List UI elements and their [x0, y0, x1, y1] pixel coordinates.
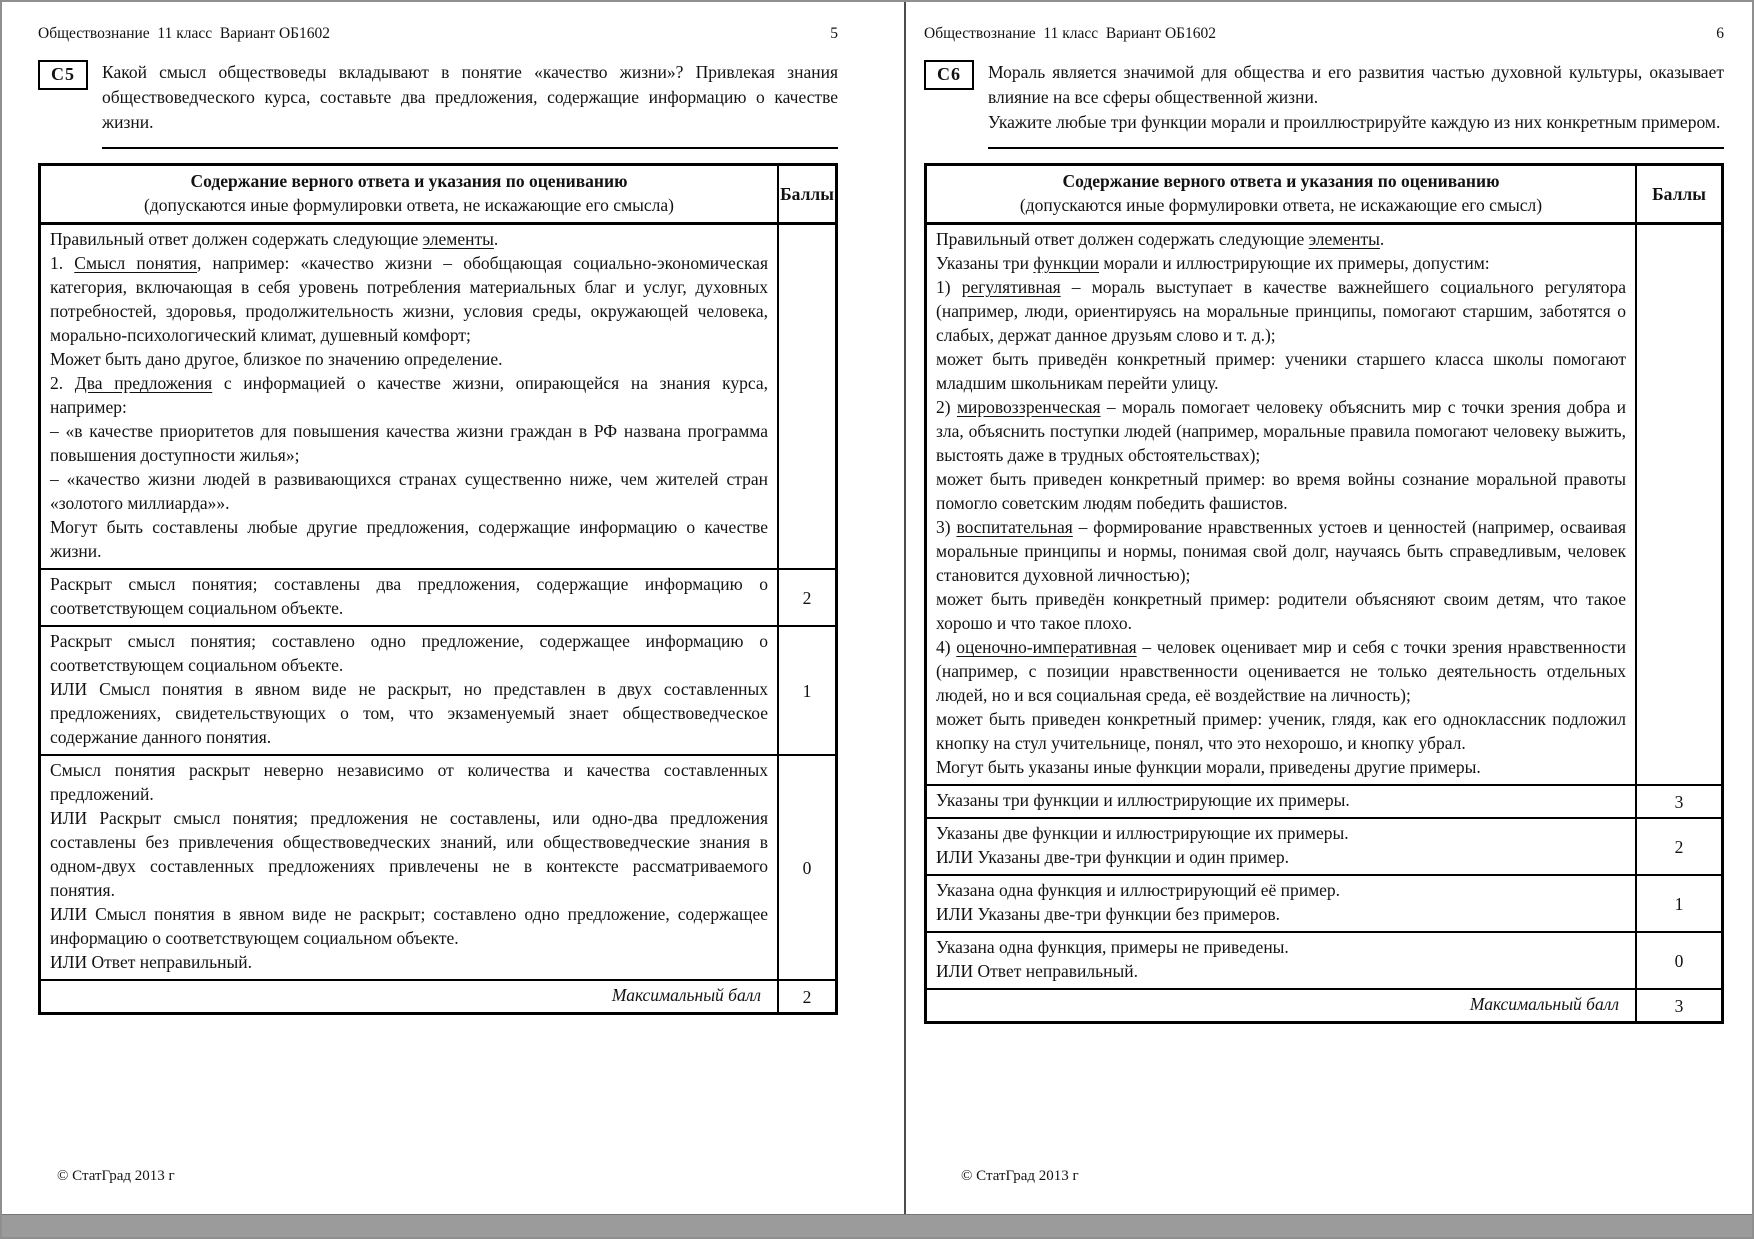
header-subject-variant: Обществознание 11 класс Вариант ОБ1602 — [38, 25, 331, 42]
paragraph: Правильный ответ должен содержать следующие элементы. — [50, 229, 499, 249]
paragraph: может быть приведён конкретный пример: ученики старшего класса школы помогают младшим школьникам перейти улицу. — [936, 349, 1626, 393]
score-cell: 1 — [802, 680, 812, 701]
criteria-cell — [41, 570, 779, 625]
score-cell — [1637, 225, 1721, 784]
page-header — [38, 24, 838, 44]
question-label: С6 — [924, 60, 974, 90]
score-cell — [779, 225, 835, 568]
criteria-cell — [41, 981, 779, 1012]
pages-container — [2, 2, 1752, 1237]
table-body — [927, 225, 1721, 1021]
score-cell: 0 — [1674, 950, 1684, 971]
paragraph: Какой смысл обществоведы вкладывают в понятие «качество жизни»? Привлекая знания обществоведческого курса, составьте два предложения, содержащие информацию о качестве жизни. — [102, 62, 838, 132]
paragraph: Правильный ответ должен содержать следующие элементы. — [936, 229, 1385, 249]
paragraph: Максимальный балл — [611, 985, 761, 1005]
score-cell: 0 — [802, 857, 812, 878]
table-title: Содержание верного ответа и указания по оцениванию — [1062, 171, 1500, 191]
score-cell: 3 — [1674, 995, 1684, 1016]
criteria-cell — [927, 990, 1637, 1021]
paragraph: Указаны три функции и иллюстрирующие их примеры. — [936, 790, 1350, 810]
paragraph: 1) регулятивная – мораль выступает в качестве важнейшего социального регулятора (например, люди, ориентируясь на моральные принципы, помогают старшим, заботятся о слабых, держат данное друзьям слово и т. д.); — [936, 277, 1626, 345]
paragraph: ИЛИ Указаны две-три функции и один пример. — [936, 847, 1289, 867]
criteria-cell — [927, 786, 1637, 817]
footer-copyright: © СтатГрад 2013 г — [57, 1168, 175, 1184]
paragraph: Указана одна функция, примеры не приведены. — [936, 937, 1289, 957]
paragraph: 1. Смысл понятия, например: «качество жизни – обобщающая социально-экономическая категория, включающая в себя уровень потребления материальных благ и услуг, духовных потребностей, здоровья, продолжительность жизни, условия среды, окружающей человека, морально-психологический климат, душевный комфорт; — [50, 253, 769, 345]
page-6 — [904, 2, 1752, 1237]
paragraph: может быть приведен конкретный пример: во время войны сознание моральной правоты помогло советским людям победить фашистов. — [936, 469, 1626, 513]
score-column-header: Баллы — [780, 184, 834, 204]
paragraph: ИЛИ Ответ неправильный. — [50, 952, 252, 972]
question-label: С5 — [38, 60, 88, 90]
paragraph: 2. Два предложения с информацией о качестве жизни, опирающейся на знания курса, например: — [50, 373, 768, 417]
question-block-c5 — [38, 60, 838, 149]
criteria-cell — [927, 225, 1637, 784]
paragraph: ИЛИ Указаны две-три функции без примеров. — [936, 904, 1280, 924]
question-block-c6 — [924, 60, 1724, 149]
table-row — [927, 817, 1721, 874]
table-header-title-cell — [41, 166, 779, 222]
scoring-table — [38, 163, 838, 1015]
header-subject-variant: Обществознание 11 класс Вариант ОБ1602 — [924, 25, 1217, 42]
paragraph: Мораль является значимой для общества и его развития частью духовной культуры, оказывает влияние на все сферы общественной жизни. — [988, 62, 1724, 107]
paragraph: – «качество жизни людей в развивающихся странах существенно ниже, чем жителей стран «золотого миллиарда»». — [50, 469, 768, 513]
table-row — [927, 874, 1721, 931]
question-text — [988, 60, 1724, 149]
paragraph: 4) оценочно-императивная – человек оценивает мир и себя с точки зрения нравственности (например, с позиции нравственности оценивается не только деятельность отдельных людей, но и вся социальная среда, её воздействие на личность); — [936, 637, 1626, 705]
footer-copyright: © СтатГрад 2013 г — [961, 1168, 1079, 1184]
criteria-cell — [927, 933, 1637, 988]
paragraph: Раскрыт смысл понятия; составлены два предложения, содержащие информацию о соответствующем социальном объекте. — [50, 574, 768, 618]
criteria-cell — [927, 819, 1637, 874]
paragraph: Указаны две функции и иллюстрирующие их примеры. — [936, 823, 1349, 843]
score-column-header: Баллы — [1652, 184, 1706, 204]
table-subtitle: (допускаются иные формулировки ответа, не искажающие его смысла) — [144, 195, 674, 215]
page-5 — [2, 2, 904, 1237]
score-cell: 2 — [802, 986, 812, 1007]
score-cell: 2 — [802, 587, 812, 608]
paragraph: Укажите любые три функции морали и проиллюстрируйте каждую из них конкретным примером. — [988, 112, 1721, 132]
score-cell: 2 — [1674, 836, 1684, 857]
paragraph: Смысл понятия раскрыт неверно независимо от количества и качества составленных предложений. — [50, 760, 768, 804]
paragraph: может быть приведен конкретный пример: ученик, глядя, как его одноклассник подложил кнопку на стул учительнице, понял, что это нехорошо, и кнопку убрал. — [936, 709, 1626, 753]
paragraph: Могут быть составлены любые другие предложения, содержащие информацию о качестве жизни. — [50, 517, 768, 561]
paragraph: Раскрыт смысл понятия; составлено одно предложение, содержащее информацию о соответствующем социальном объекте. — [50, 631, 768, 675]
paragraph: Максимальный балл — [1469, 994, 1619, 1014]
paragraph: Указана одна функция и иллюстрирующий её пример. — [936, 880, 1341, 900]
table-header-title-cell — [927, 166, 1637, 222]
criteria-cell — [41, 225, 779, 568]
paragraph: 2) мировоззренческая – мораль помогает человеку объяснить мир с точки зрения добра и зла, объяснить поступки людей (например, моральные правила помогают человеку выжить, выстоять даже в трудных обстоятельствах); — [936, 397, 1626, 465]
page-number: 5 — [830, 25, 838, 42]
table-row — [927, 225, 1721, 784]
scoring-table — [924, 163, 1724, 1024]
table-row — [41, 625, 835, 754]
table-row — [41, 568, 835, 625]
paragraph: Указаны три функции морали и иллюстрирующие их примеры, допустим: — [936, 253, 1490, 273]
table-subtitle: (допускаются иные формулировки ответа, не искажающие его смысл) — [1019, 195, 1543, 215]
paragraph: ИЛИ Ответ неправильный. — [936, 961, 1138, 981]
table-row — [927, 784, 1721, 817]
bottom-gray-band — [2, 1214, 1752, 1237]
paragraph: может быть приведён конкретный пример: родители объясняют своим детям, что такое хорошо и что такое плохо. — [936, 589, 1626, 633]
table-title: Содержание верного ответа и указания по оцениванию — [190, 171, 628, 191]
table-row — [41, 754, 835, 979]
score-cell: 3 — [1674, 791, 1684, 812]
score-cell: 1 — [1674, 893, 1684, 914]
table-body — [41, 225, 835, 1012]
max-score-row — [927, 988, 1721, 1021]
paragraph: Может быть дано другое, близкое по значению определение. — [50, 349, 503, 369]
paragraph: 3) воспитательная – формирование нравственных устоев и ценностей (например, осваивая моральные принципы и нормы, понимая свой долг, научаясь быть справедливым, человек становится духовной личностью); — [936, 517, 1626, 585]
question-text — [102, 60, 838, 149]
criteria-cell — [927, 876, 1637, 931]
paragraph: – «в качестве приоритетов для повышения качества жизни граждан в РФ названа программа повышения доступности жилья»; — [50, 421, 768, 465]
table-row — [41, 225, 835, 568]
paragraph: ИЛИ Смысл понятия в явном виде не раскрыт, но представлен в двух составленных предложениях, свидетельствующих о том, что экзаменуемый знает обществоведческое содержание данного понятия. — [50, 679, 768, 747]
max-score-row — [41, 979, 835, 1012]
table-header-row — [41, 166, 835, 225]
table-row — [927, 931, 1721, 988]
paragraph: Могут быть указаны иные функции морали, приведены другие примеры. — [936, 757, 1481, 777]
page-number: 6 — [1716, 25, 1724, 42]
paragraph: ИЛИ Смысл понятия в явном виде не раскрыт; составлено одно предложение, содержащее информацию о соответствующем социальном объекте. — [50, 904, 768, 948]
criteria-cell — [41, 627, 779, 754]
page-header — [924, 24, 1724, 44]
criteria-cell — [41, 756, 779, 979]
paragraph: ИЛИ Раскрыт смысл понятия; предложения не составлены, или одно-два предложения составлены без привлечения обществоведческих знаний, или обществоведческие знания в одном-двух составленных предложениях привлечены не в контексте рассматриваемого понятия. — [50, 808, 768, 900]
table-header-row — [927, 166, 1721, 225]
